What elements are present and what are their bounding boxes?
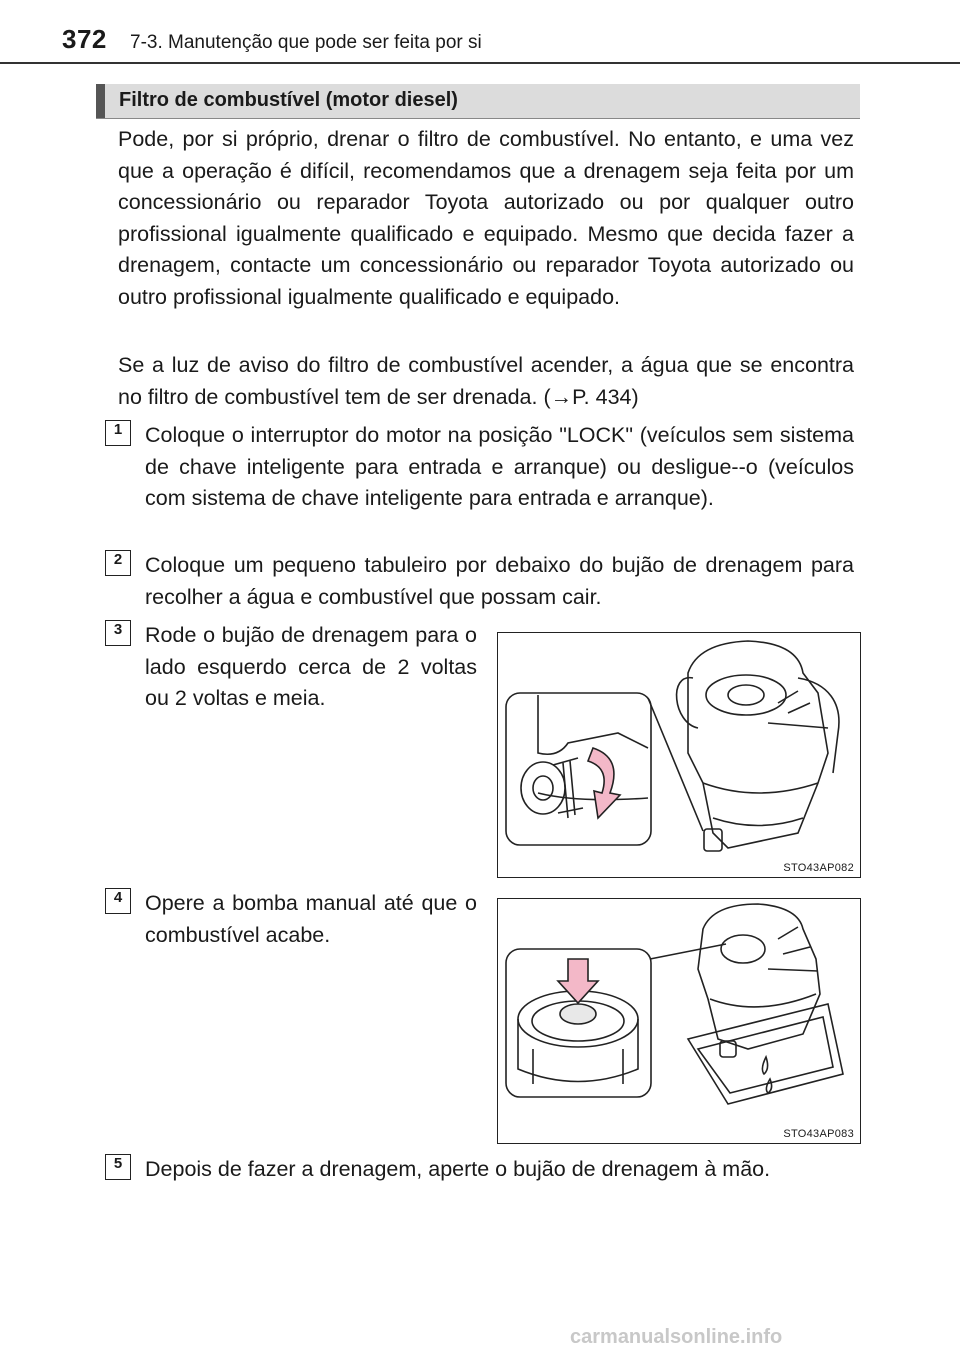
chapter-title: 7-3. Manutenção que pode ser feita por si — [130, 32, 482, 53]
rotate-arrow-icon — [588, 748, 620, 818]
figure-manual-pump — [497, 898, 861, 1144]
section-title: Filtro de combustível (motor diesel) — [119, 89, 458, 111]
manual-pump-illustration — [498, 899, 860, 1143]
step-number-5: 5 — [105, 1154, 131, 1180]
section-header — [96, 84, 860, 118]
page-number: 372 — [62, 24, 107, 54]
figure-code-1: STO43AP082 — [783, 862, 854, 874]
step-number-1: 1 — [105, 420, 131, 446]
step-text-2: Coloque um pequeno tabuleiro por debaixo do bujão de drenagem para recolher a água e combustível que possam cair. — [145, 553, 854, 609]
figure-code-2: STO43AP083 — [783, 1128, 854, 1140]
step-text-5: Depois de fazer a drenagem, aperte o bujão de drenagem à mão. — [145, 1157, 771, 1181]
step-number-4: 4 — [105, 888, 131, 914]
watermark: carmanualsonline.info — [570, 1326, 783, 1348]
step-number-2: 2 — [105, 550, 131, 576]
step-text-3: Rode o bujão de drenagem para o lado esquerdo cerca de 2 voltas ou 2 voltas e meia. — [145, 623, 477, 710]
step-number-3: 3 — [105, 620, 131, 646]
header-rule — [0, 62, 960, 64]
step-text-1: Coloque o interruptor do motor na posição "LOCK" (veículos sem sistema de chave inteligente para entrada e arranque) ou desligue--o (veículos com sistema de chave inteligente para entrada e arranque). — [145, 423, 854, 510]
figure-drain-plug — [497, 632, 861, 878]
section-rule — [96, 118, 860, 119]
step-text-4: Opere a bomba manual até que o combustível acabe. — [145, 891, 477, 947]
pump-button — [560, 1004, 596, 1024]
drain-plug-illustration — [498, 633, 860, 877]
intro-paragraph-1: Pode, por si próprio, drenar o filtro de combustível. No entanto, e uma vez que a operação é difícil, recomendamos que a drenagem seja feita por um concessionário ou reparador Toyota autorizado ou por qualquer outro profissional igualmente qualificado e equipado. Mesmo que decida fazer a drenagem, contacte um concessionário ou reparador Toyota autorizado ou outro profissional igualmente qualificado e equipado. — [118, 127, 854, 309]
intro-paragraph-2: Se a luz de aviso do filtro de combustível acender, a água que se encontra no filtro de combustível tem de ser drenada. (→P. 434) — [118, 353, 854, 409]
press-down-arrow-icon — [558, 959, 598, 1003]
